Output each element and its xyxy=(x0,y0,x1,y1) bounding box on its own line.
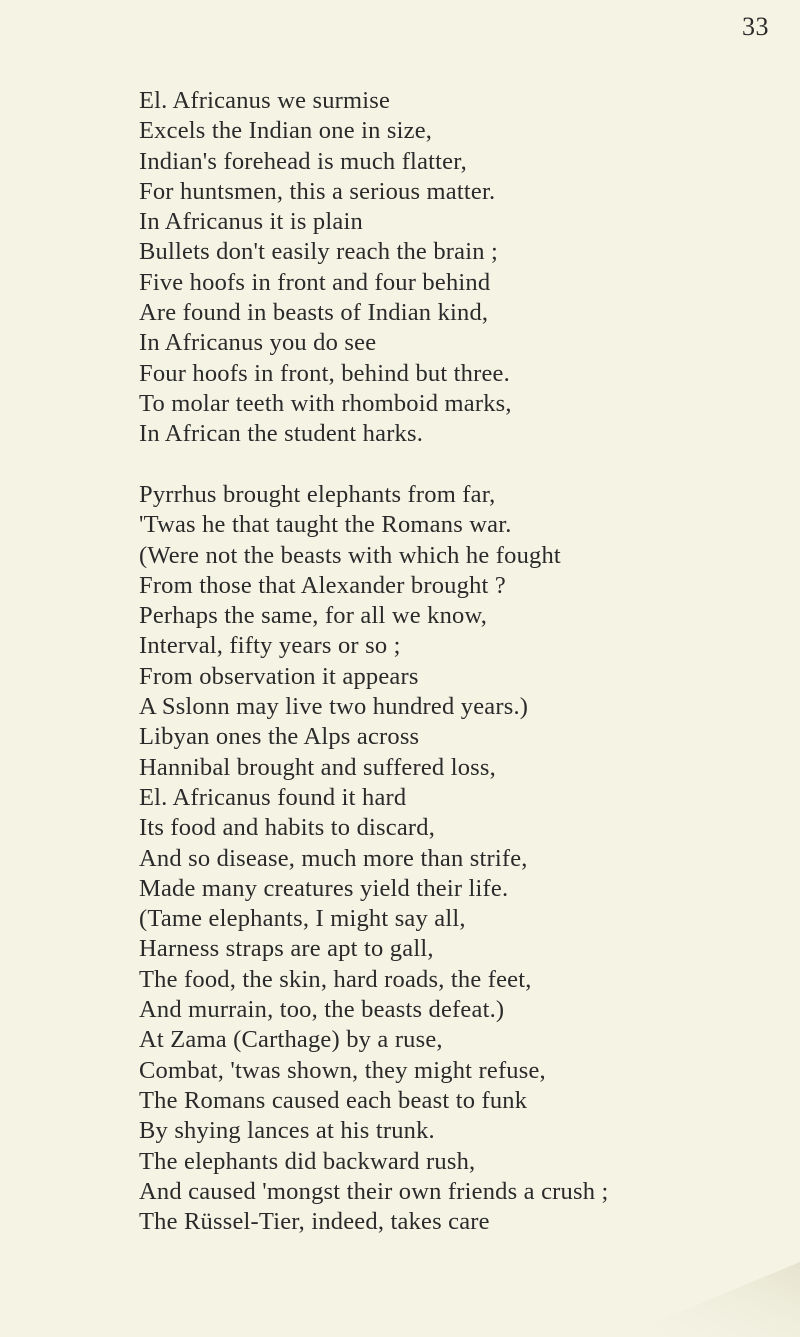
page-number: 33 xyxy=(742,12,769,41)
verse-line: In Africanus you do see xyxy=(139,329,377,357)
verse-line: Excels the Indian one in size, xyxy=(139,117,433,145)
verse-line: Interval, fifty years or so ; xyxy=(139,632,401,660)
verse-line: Made many creatures yield their life. xyxy=(139,874,509,902)
verse-line: By shying lances at his trunk. xyxy=(139,1117,435,1145)
verse-line: Perhaps the same, for all we know, xyxy=(139,602,488,630)
verse-line: And so disease, much more than strife, xyxy=(139,844,528,872)
stanza-1 xyxy=(139,86,512,450)
verse-line: 'Twas he that taught the Romans war. xyxy=(139,511,512,539)
verse-line: In Africanus it is plain xyxy=(139,208,363,236)
verse-line: Four hoofs in front, behind but three. xyxy=(139,359,510,387)
verse-line: Five hoofs in front and four behind xyxy=(139,268,491,296)
verse-line: Pyrrhus brought elephants from far, xyxy=(139,481,496,508)
verse-line: And caused 'mongst their own friends a crush ; xyxy=(139,1177,609,1205)
verse-line: Indian's forehead is much flatter, xyxy=(139,147,467,175)
verse-line: (Were not the beasts with which he fought xyxy=(139,541,561,569)
verse-line: Hannibal brought and suffered loss, xyxy=(139,753,496,781)
page-corner-shadow xyxy=(580,1257,800,1337)
verse-line: In African the student harks. xyxy=(139,420,424,448)
verse-line: And murrain, too, the beasts defeat.) xyxy=(139,996,505,1024)
verse-line: The food, the skin, hard roads, the feet, xyxy=(139,965,532,993)
verse-line: Bullets don't easily reach the brain ; xyxy=(139,238,498,266)
verse-line: A Sslonn may live two hundred years.) xyxy=(139,693,529,721)
verse-line: From those that Alexander brought ? xyxy=(139,571,506,599)
verse-line: From observation it appears xyxy=(139,662,419,690)
verse-line: To molar teeth with rhomboid marks, xyxy=(139,389,512,417)
verse-line: The Romans caused each beast to funk xyxy=(139,1086,528,1114)
verse-line: Harness straps are apt to gall, xyxy=(139,935,434,963)
verse-line: The elephants did backward rush, xyxy=(139,1147,476,1175)
verse-line: At Zama (Carthage) by a ruse, xyxy=(139,1026,443,1054)
verse-line: El. Africanus found it hard xyxy=(139,783,407,811)
verse-line: For huntsmen, this a serious matter. xyxy=(139,177,496,205)
verse-line: Its food and habits to discard, xyxy=(139,814,436,842)
verse-line: Libyan ones the Alps across xyxy=(139,723,420,751)
verse-line: The Rüssel-Tier, indeed, takes care xyxy=(139,1208,490,1236)
verse-line: (Tame elephants, I might say all, xyxy=(139,905,466,933)
verse-line: Combat, 'twas shown, they might refuse, xyxy=(139,1056,546,1084)
verse-line: El. Africanus we surmise xyxy=(139,87,391,114)
stanza-2 xyxy=(139,480,608,1237)
verse-line: Are found in beasts of Indian kind, xyxy=(139,299,489,327)
